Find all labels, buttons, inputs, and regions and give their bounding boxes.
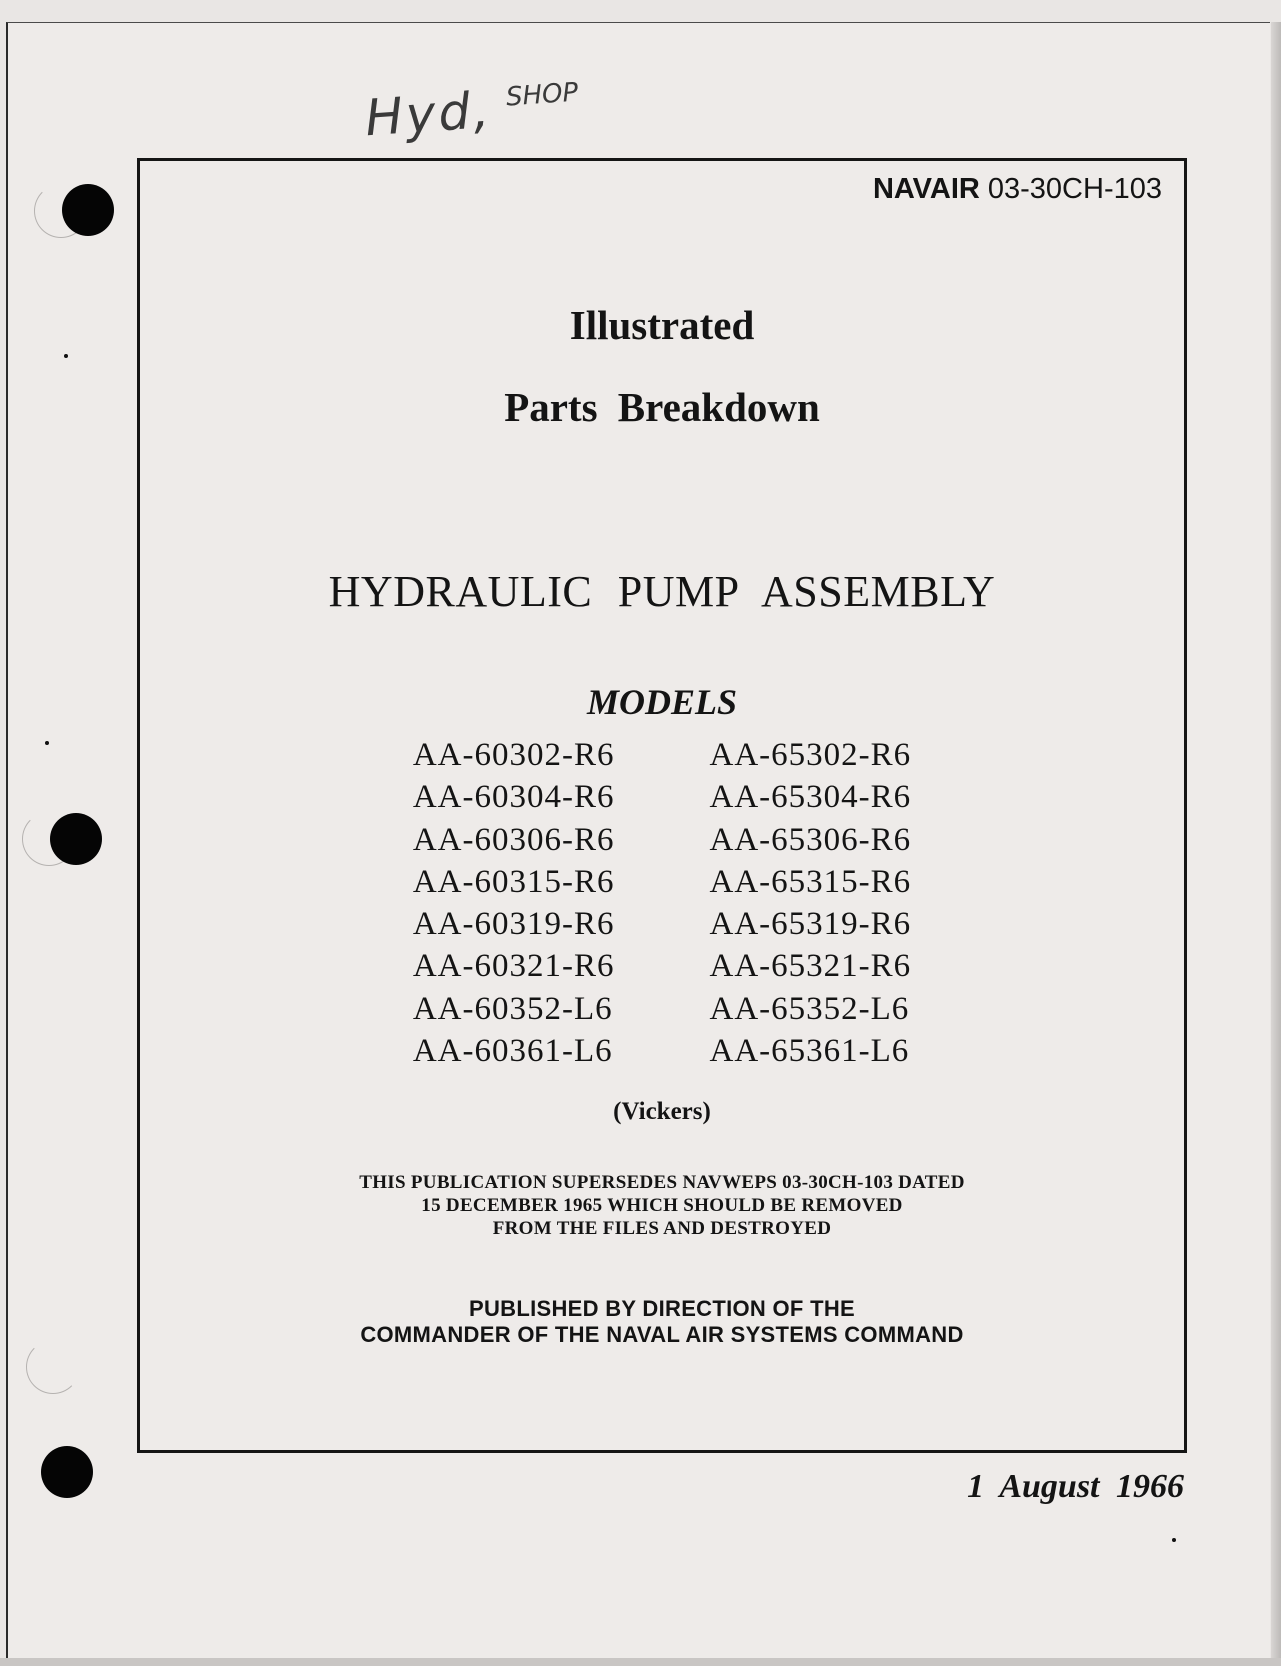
- document-number: [873, 173, 1162, 206]
- published-by-line: COMMANDER OF THE NAVAL AIR SYSTEMS COMMAND: [360, 1322, 964, 1347]
- model-item: AA-60306-R6: [412, 821, 615, 858]
- page-speck: [64, 354, 68, 358]
- title-frame: [137, 158, 1187, 1453]
- title-illustrated: Illustrated: [569, 302, 755, 348]
- model-item: AA-60319-R6: [412, 906, 615, 943]
- published-by: [140, 1296, 1184, 1348]
- document-number-prefix: NAVAIR: [872, 173, 980, 205]
- punch-hole-icon: [41, 1446, 93, 1498]
- handwritten-word-shop: SHOP: [505, 77, 580, 113]
- punch-hole-icon: [50, 813, 102, 865]
- supersedes-line: 15 DECEMBER 1965 WHICH SHOULD BE REMOVED: [421, 1195, 903, 1216]
- page-bottom-edge: [0, 1658, 1281, 1666]
- model-item: AA-65361-L6: [709, 1033, 910, 1070]
- model-item: AA-65302-R6: [709, 737, 912, 773]
- model-item: AA-65321-R6: [709, 948, 912, 985]
- model-item: AA-65306-R6: [709, 821, 912, 858]
- manufacturer-label: (Vickers): [613, 1098, 711, 1125]
- models-heading: MODELS: [586, 682, 738, 722]
- model-item: AA-60304-R6: [412, 779, 615, 816]
- handwritten-word-hyd: Hyd,: [363, 80, 494, 148]
- model-item: AA-65352-L6: [709, 990, 910, 1027]
- supersedes-notice: [140, 1171, 1184, 1240]
- model-item: AA-60321-R6: [412, 948, 615, 985]
- model-item: AA-60361-L6: [412, 1033, 613, 1070]
- document-number-code: 03-30CH-103: [987, 173, 1162, 205]
- page-speck: [45, 741, 49, 745]
- model-item: AA-65319-R6: [709, 906, 912, 943]
- models-column-right: [710, 734, 912, 1072]
- supersedes-line: THIS PUBLICATION SUPERSEDES NAVWEPS 03-30CH-103 DATED: [359, 1172, 965, 1193]
- model-item: AA-60302-R6: [412, 737, 615, 773]
- publication-date: 1 August 1966: [967, 1468, 1184, 1505]
- page-edge-shadow: [1271, 22, 1281, 1658]
- title-parts-breakdown: Parts Breakdown: [504, 384, 820, 430]
- model-item: AA-65304-R6: [709, 779, 912, 816]
- supersedes-line: FROM THE FILES AND DESTROYED: [492, 1218, 832, 1239]
- model-item: AA-60352-L6: [412, 990, 613, 1027]
- punch-hole-ghost: [26, 1340, 80, 1394]
- models-column-left: [413, 734, 615, 1072]
- subject-title: HYDRAULIC PUMP ASSEMBLY: [328, 567, 996, 616]
- model-item: AA-60315-R6: [412, 863, 615, 900]
- page-speck: [1172, 1538, 1176, 1542]
- model-item: AA-65315-R6: [709, 863, 912, 900]
- punch-hole-icon: [62, 184, 114, 236]
- models-list: [140, 734, 1184, 1072]
- published-by-line: PUBLISHED BY DIRECTION OF THE: [469, 1296, 855, 1321]
